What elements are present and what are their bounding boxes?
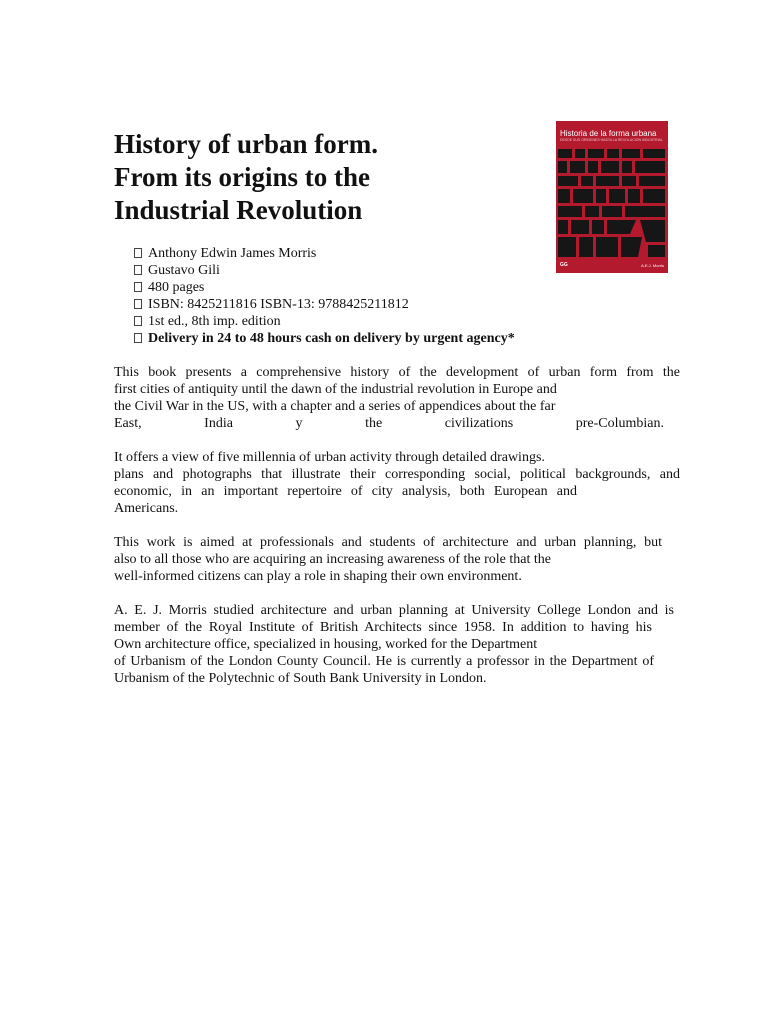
cover-title: Historia de la forma urbana	[560, 129, 657, 138]
delivery-note: Delivery in 24 to 48 hours cash on delivery by urgent agency*	[148, 331, 515, 346]
author-name: Anthony Edwin James Morris	[148, 246, 317, 261]
checkbox-bullet-icon	[134, 265, 142, 275]
list-item	[134, 245, 515, 262]
cover-author: A.E.J. Morris	[641, 263, 664, 268]
description-paragraph	[114, 364, 680, 432]
list-item	[134, 296, 515, 313]
text-line: member of the Royal Institute of British Architects since 1958. In addition to having his	[114, 620, 652, 635]
checkbox-bullet-icon	[134, 316, 142, 326]
text-line: This book presents a comprehensive history of the development of urban form from the	[114, 365, 680, 380]
book-description	[114, 364, 680, 704]
text-line: plans and photographs that illustrate their corresponding social, political backgrounds, and	[114, 467, 680, 482]
checkbox-bullet-icon	[134, 333, 142, 343]
text-line: well-informed citizens can play a role in shaping their own environment.	[114, 569, 522, 584]
book-title-line: From its origins to the	[114, 162, 370, 192]
text-line: Urbanism of the Polytechnic of South Bank University in London.	[114, 671, 487, 686]
text-line: also to all those who are acquiring an increasing awareness of the role that the	[114, 552, 551, 567]
description-paragraph	[114, 534, 680, 585]
edition: 1st ed., 8th imp. edition	[148, 314, 281, 329]
list-item	[134, 313, 515, 330]
book-details-list	[134, 245, 515, 347]
text-line: economic, in an important repertoire of city analysis, both European and	[114, 484, 577, 499]
text-line: East, India y the civilizations pre-Columbian.	[114, 416, 664, 431]
text-line: A. E. J. Morris studied architecture and urban planning at University College London and is	[114, 603, 674, 618]
page-count: 480 pages	[148, 280, 205, 295]
text-line: Own architecture office, specialized in housing, worked for the Department	[114, 637, 538, 652]
text-line: Americans.	[114, 501, 179, 516]
list-item	[134, 279, 515, 296]
text-line: This work is aimed at professionals and students of architecture and urban planning, but	[114, 535, 662, 550]
book-cover-image	[556, 121, 668, 273]
text-line: of Urbanism of the London County Council. He is currently a professor in the Department of	[114, 654, 654, 669]
list-item	[134, 330, 515, 347]
description-paragraph	[114, 449, 680, 517]
description-paragraph	[114, 602, 680, 687]
text-line: first cities of antiquity until the dawn of the industrial revolution in Europe and	[114, 382, 557, 397]
publisher-name: Gustavo Gili	[148, 263, 220, 278]
cover-subtitle: DESDE SUS ORÍGENES HASTA LA REVOLUCIÓN INDUSTRIAL	[560, 138, 663, 142]
book-title-line: Industrial Revolution	[114, 195, 363, 225]
list-item	[134, 262, 515, 279]
isbn: ISBN: 8425211816 ISBN-13: 9788425211812	[148, 297, 409, 312]
text-line: the Civil War in the US, with a chapter and a series of appendices about the far	[114, 399, 556, 414]
text-line: It offers a view of five millennia of urban activity through detailed drawings.	[114, 450, 545, 465]
checkbox-bullet-icon	[134, 299, 142, 309]
checkbox-bullet-icon	[134, 248, 142, 258]
book-title	[114, 128, 534, 227]
cover-publisher-logo: GG	[560, 262, 568, 268]
city-plan-illustration	[556, 147, 668, 259]
checkbox-bullet-icon	[134, 282, 142, 292]
book-title-line: History of urban form.	[114, 129, 378, 159]
